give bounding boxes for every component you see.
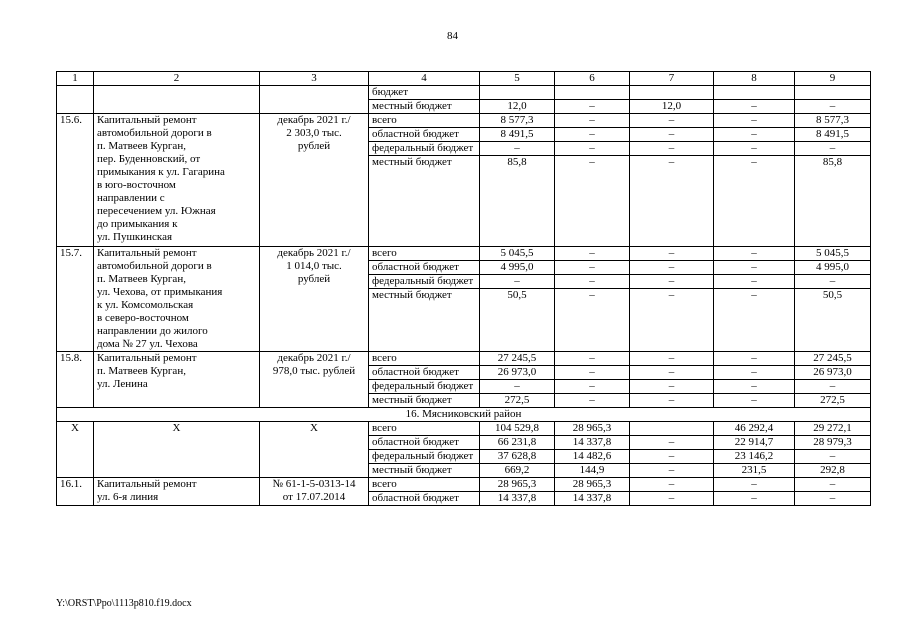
table-row: областной бюджет 26 973,0 – – – 26 973,0 — [57, 366, 871, 380]
header-cell: 5 — [480, 72, 555, 86]
item-date: № 61-1-5-0313-14 от 17.07.2014 — [260, 478, 369, 506]
table-row: местный бюджет 669,2 144,9 – 231,5 292,8 — [57, 464, 871, 478]
table-row: 16.1. Капитальный ремонт ул. 6-я линия № 61-1-5-0313-14 от 17.07.2014 всего 28 965,3 28 965,3 – – – — [57, 478, 871, 492]
district-row — [57, 408, 871, 422]
item-number: 16.1. — [57, 478, 94, 506]
footer-file-path: Y:\ORST\Ppo\1113p810.f19.docx — [56, 598, 192, 609]
item-number: 15.6. — [57, 114, 94, 247]
item-name: Капитальный ремонт ул. 6-я линия — [94, 478, 260, 506]
table-row: 15.8. Капитальный ремонт п. Матвеев Курган, ул. Ленина декабрь 2021 г./ 978,0 тыс. рублей всего 27 245,5 – – – 27 245,5 — [57, 352, 871, 366]
header-cell: 7 — [630, 72, 714, 86]
header-cell: 3 — [260, 72, 369, 86]
item-name: Капитальный ремонт автомобильной дороги в п. Матвеев Курган, пер. Буденновский, от примыкания к ул. Гагарина в юго-восточном направлении с пересечением ул. Южная до примыкания к ул. Пушкинская — [94, 114, 260, 247]
table-row: федеральный бюджет – – – – – — [57, 275, 871, 289]
header-cell: 2 — [94, 72, 260, 86]
district-heading: 16. Мясниковский район — [57, 408, 871, 422]
budget-table — [56, 71, 871, 506]
page-number: 84 — [447, 30, 458, 42]
table-row: местный бюджет 12,0 – 12,0 – – — [57, 100, 871, 114]
item-number: 15.8. — [57, 352, 94, 408]
table-row: Х Х Х всего 104 529,8 28 965,3 46 292,4 29 272,1 — [57, 422, 871, 436]
table-row: 15.7. Капитальный ремонт автомобильной дороги в п. Матвеев Курган, ул. Чехова, от примыкания к ул. Комсомольская в северо-восточном направлении до жилого дома № 27 ул. Чехова декабрь 2021 г./ 1 014,0 тыс. рублей всего 5 045,5 – – – 5 045,5 — [57, 247, 871, 261]
header-cell: 1 — [57, 72, 94, 86]
header-cell: 8 — [714, 72, 795, 86]
table-row: местный бюджет 50,5 – – – 50,5 — [57, 289, 871, 352]
table-row: областной бюджет 8 491,5 – – – 8 491,5 — [57, 128, 871, 142]
item-date: декабрь 2021 г./ 1 014,0 тыс. рублей — [260, 247, 369, 352]
item-date: декабрь 2021 г./ 978,0 тыс. рублей — [260, 352, 369, 408]
header-row — [57, 72, 871, 86]
table-row: местный бюджет 272,5 – – – 272,5 — [57, 394, 871, 408]
table-row: местный бюджет 85,8 – – – 85,8 — [57, 156, 871, 247]
table-row: областной бюджет 66 231,8 14 337,8 – 22 914,7 28 979,3 — [57, 436, 871, 450]
header-cell: 6 — [555, 72, 630, 86]
header-cell: 4 — [369, 72, 480, 86]
item-number: 15.7. — [57, 247, 94, 352]
header-cell: 9 — [795, 72, 871, 86]
source-cell: бюджет — [369, 86, 480, 100]
item-date: декабрь 2021 г./ 2 303,0 тыс. рублей — [260, 114, 369, 247]
source-cell: местный бюджет — [369, 100, 480, 114]
table-row: областной бюджет 4 995,0 – – – 4 995,0 — [57, 261, 871, 275]
table-row: федеральный бюджет 37 628,8 14 482,6 – 23 146,2 – — [57, 450, 871, 464]
table-row: 15.6. Капитальный ремонт автомобильной дороги в п. Матвеев Курган, пер. Буденновский, от примыкания к ул. Гагарина в юго-восточном направлении с пересечением ул. Южная до примыкания к ул. Пушкинская декабрь 2021 г./ 2 303,0 тыс. рублей всего 8 577,3 – – – 8 577,3 — [57, 114, 871, 128]
table-row: областной бюджет 14 337,8 14 337,8 – – – — [57, 492, 871, 506]
item-name: Капитальный ремонт автомобильной дороги в п. Матвеев Курган, ул. Чехова, от примыкания к ул. Комсомольская в северо-восточном направлении до жилого дома № 27 ул. Чехова — [94, 247, 260, 352]
table-row: федеральный бюджет – – – – – — [57, 142, 871, 156]
table-row: федеральный бюджет – – – – – — [57, 380, 871, 394]
item-name: Капитальный ремонт п. Матвеев Курган, ул. Ленина — [94, 352, 260, 408]
table-row — [57, 86, 871, 100]
